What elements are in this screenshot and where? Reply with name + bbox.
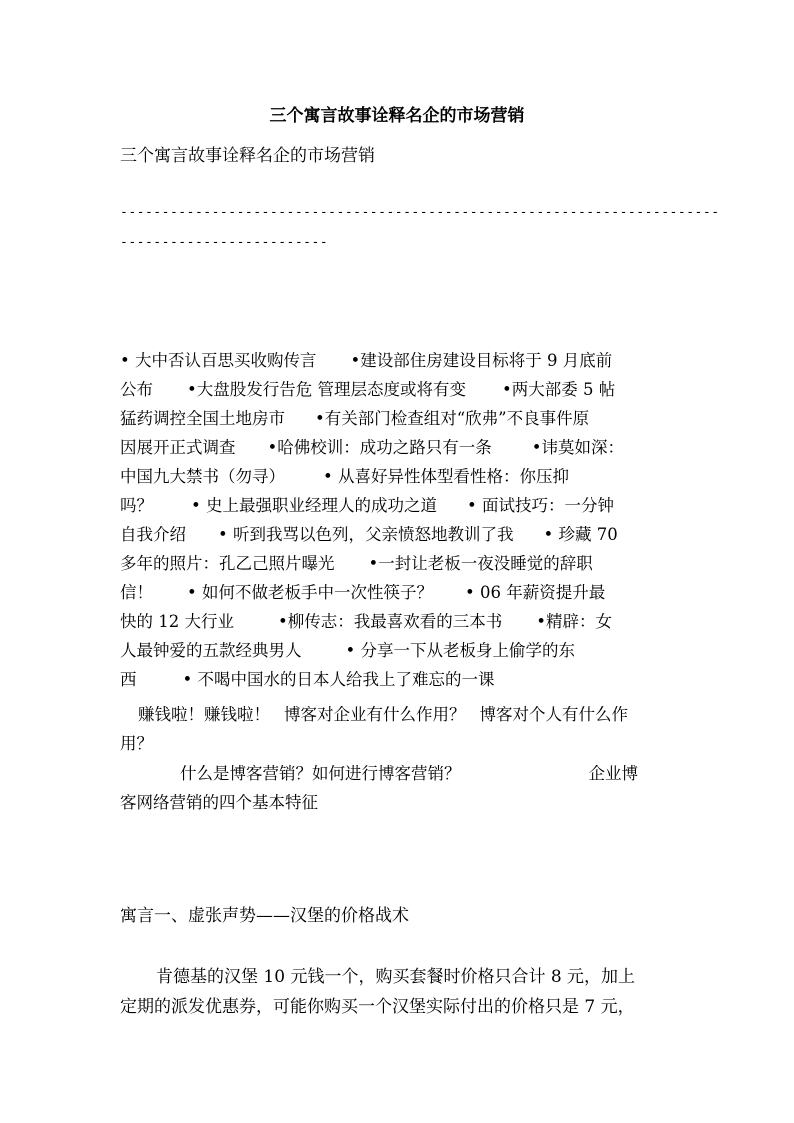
blog-link-block: [120, 700, 695, 758]
news-link-continued[interactable]: 多年的照片：孔乙己照片曝光: [120, 554, 335, 573]
body-paragraph: [120, 962, 680, 1022]
news-link[interactable]: • 分享一下从老板身上偷学的东: [345, 641, 575, 660]
section-heading: 寓言一、虚张声势——汉堡的价格战术: [120, 906, 409, 926]
blog-link-continued[interactable]: 客网络营销的四个基本特征: [120, 793, 318, 812]
blog-link[interactable]: 什么是博客营销？如何进行博客营销？: [180, 764, 461, 783]
news-link-continued[interactable]: 快的 12 大行业: [120, 612, 234, 631]
link-line: [120, 462, 700, 491]
news-link[interactable]: • 大中否认百思买收购传言: [120, 351, 317, 370]
news-link[interactable]: •讳莫如深：: [531, 438, 624, 457]
link-line: [120, 404, 700, 433]
blog-link[interactable]: 赚钱啦！赚钱啦！: [138, 705, 270, 724]
news-link[interactable]: • 06 年薪资提升最: [464, 583, 606, 602]
news-link-continued[interactable]: 自我介绍: [120, 525, 186, 544]
link-line: [120, 346, 700, 375]
link-line: [120, 578, 700, 607]
news-link[interactable]: •柳传志：我最喜欢看的三本书: [278, 612, 503, 631]
link-line: [120, 433, 700, 462]
paragraph-text: 肯德基的汉堡 10 元钱一个，购买套餐时价格只合计 8 元，加上: [156, 967, 636, 987]
news-link[interactable]: • 珍藏 70: [543, 525, 618, 544]
blog-line: [120, 700, 695, 729]
blog-link-continued[interactable]: 用？: [120, 734, 153, 753]
news-link-continued[interactable]: 中国九大禁书（勿寻）: [120, 467, 285, 486]
document-subtitle: 三个寓言故事诠释名企的市场营销: [120, 146, 375, 166]
news-link[interactable]: •一封让老板一夜没睡觉的辞职: [368, 554, 593, 573]
document-title: 三个寓言故事诠释名企的市场营销: [269, 106, 525, 126]
blog-line: [120, 759, 695, 788]
news-link[interactable]: • 听到我骂以色列，父亲愤怒地教训了我: [218, 525, 514, 544]
blog-line: [120, 729, 695, 758]
news-link[interactable]: •大盘股发行告危 管理层态度或将有变: [187, 380, 466, 399]
link-line: [120, 491, 700, 520]
paragraph-line: [120, 962, 680, 992]
news-link[interactable]: •有关部门检查组对“欣弗”不良事件原: [315, 409, 590, 428]
news-link[interactable]: •精辟：女: [536, 612, 612, 631]
news-link[interactable]: •哈佛校训：成功之路只有一条: [267, 438, 492, 457]
link-line: [120, 665, 700, 694]
news-link-continued[interactable]: 公布: [120, 380, 153, 399]
link-line: [120, 520, 700, 549]
news-link[interactable]: • 面试技巧：一分钟: [466, 496, 614, 515]
link-line: [120, 607, 700, 636]
blog-link-block-2: [120, 759, 695, 817]
news-link-list: [120, 346, 700, 694]
link-line: [120, 549, 700, 578]
dashed-divider-continued: -------------------------: [120, 235, 329, 250]
blog-link[interactable]: 博客对个人有什么作: [479, 705, 628, 724]
paragraph-line: [120, 992, 680, 1022]
news-link[interactable]: • 如何不做老板手中一次性筷子？: [187, 583, 433, 602]
news-link-continued[interactable]: 因展开正式调查: [120, 438, 236, 457]
link-line: [120, 375, 700, 404]
paragraph-text: 定期的派发优惠券，可能你购买一个汉堡实际付出的价格只是 7 元，: [120, 997, 635, 1017]
news-link[interactable]: • 史上最强职业经理人的成功之道: [191, 496, 437, 515]
news-link[interactable]: •两大部委 5 帖: [501, 380, 616, 399]
news-link[interactable]: • 不喝中国水的日本人给我上了难忘的一课: [182, 670, 495, 689]
blog-link[interactable]: 博客对企业有什么作用？: [284, 705, 466, 724]
dashed-divider: ------------------------------------------------------------------------: [120, 205, 720, 220]
link-line: [120, 636, 700, 665]
news-link[interactable]: • 从喜好异性体型看性格：你压抑: [323, 467, 569, 486]
news-link-continued[interactable]: 猛药调控全国土地房市: [120, 409, 285, 428]
news-link[interactable]: •建设部住房建设目标将于 9 月底前: [350, 351, 613, 370]
blog-line: [120, 788, 695, 817]
news-link-continued[interactable]: 人最钟爱的五款经典男人: [120, 641, 302, 660]
blog-link[interactable]: 企业博: [588, 764, 638, 783]
news-link-continued[interactable]: 吗？: [120, 496, 153, 515]
news-link-continued[interactable]: 西: [120, 670, 137, 689]
news-link-continued[interactable]: 信！: [120, 583, 153, 602]
